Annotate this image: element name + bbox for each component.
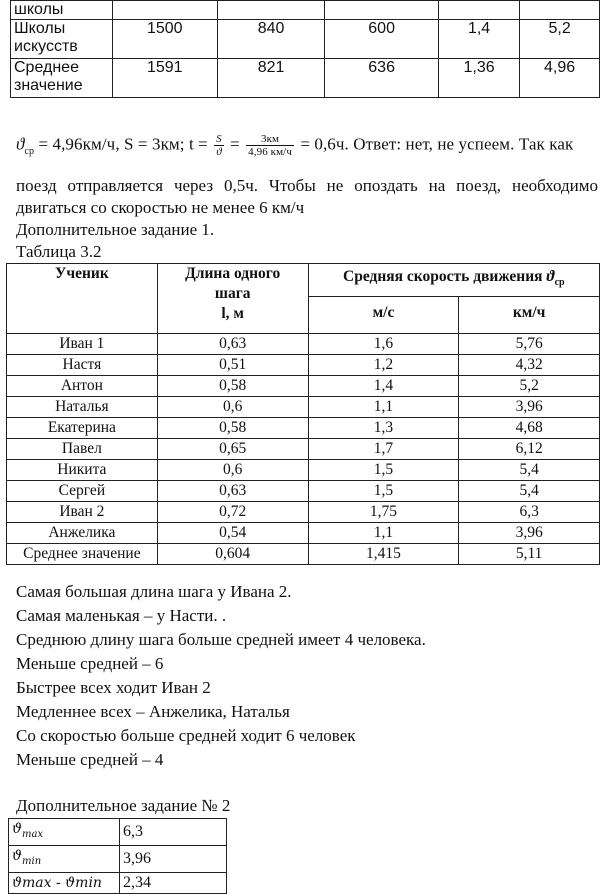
cell-student: Настя [7, 355, 158, 376]
cell-student: Среднее значение [7, 544, 158, 565]
conclusion-line: Меньше средней – 6 [16, 654, 164, 673]
extra-task-heading: Дополнительное задание № 2 [16, 796, 231, 815]
table-cell: 1,4 [438, 20, 519, 59]
table-row [7, 334, 600, 355]
cell-ms: 1,2 [308, 355, 459, 376]
table-cell [217, 1, 325, 20]
row-value: 3,96 [120, 845, 227, 872]
conclusion-line: Самая маленькая – у Насти. . [16, 606, 227, 625]
speed-subscript: ср [554, 277, 565, 289]
equals-sign: = [225, 134, 245, 154]
speed-symbol: ϑ [16, 134, 25, 154]
cell-kmh: 6,3 [459, 502, 600, 523]
table-row [7, 439, 600, 460]
cell-student: Иван 1 [7, 334, 158, 355]
header-student: Ученик [7, 264, 158, 334]
cell-student: Антон [7, 376, 158, 397]
row-value: 2,34 [120, 872, 227, 893]
cell-step: 0,54 [157, 523, 308, 544]
cell-step: 0,72 [157, 502, 308, 523]
cell-kmh: 5,11 [459, 544, 600, 565]
table-row [7, 418, 600, 439]
top-table [10, 0, 600, 98]
cell-ms: 1,5 [308, 460, 459, 481]
cell-ms: 1,6 [308, 334, 459, 355]
cell-student: Наталья [7, 397, 158, 418]
cell-student: Сергей [7, 481, 158, 502]
cell-student: Павел [7, 439, 158, 460]
cell-step: 0,65 [157, 439, 308, 460]
extra-task-heading: Дополнительное задание 1. [16, 220, 215, 239]
table-row [7, 544, 600, 565]
cell-ms: 1,1 [308, 397, 459, 418]
table-cell [112, 1, 217, 20]
cell-ms: 1,1 [308, 523, 459, 544]
table-row [11, 20, 600, 59]
cell-step: 0,604 [157, 544, 308, 565]
cell-kmh: 5,76 [459, 334, 600, 355]
cell-step: 0,51 [157, 355, 308, 376]
row-key-symbol: ϑ [12, 821, 23, 837]
formula-line [16, 133, 573, 158]
table-row [9, 845, 227, 872]
cell-ms: 1,7 [308, 439, 459, 460]
row-key-subscript: max [22, 828, 44, 840]
table-row [7, 376, 600, 397]
row-value: 6,3 [120, 819, 227, 846]
cell-kmh: 5,4 [459, 481, 600, 502]
conclusion-line: Медленнее всех – Анжелика, Наталья [16, 702, 290, 721]
table-row [7, 397, 600, 418]
table-cell: 1500 [112, 20, 217, 59]
table-row [7, 502, 600, 523]
header-step-label: Длина одного шага [185, 265, 281, 302]
row-key [9, 845, 120, 872]
header-speed-label: Средняя скорость движения [343, 268, 547, 285]
header-speed [308, 264, 599, 297]
cell-step: 0,63 [157, 481, 308, 502]
cell-kmh: 5,4 [459, 460, 600, 481]
cell-student: Екатерина [7, 418, 158, 439]
cell-kmh: 6,12 [459, 439, 600, 460]
speed-symbol: ϑ [546, 268, 555, 285]
table-row [7, 460, 600, 481]
speed-range-table [8, 818, 227, 894]
table-cell [438, 1, 519, 20]
table-cell: 5,2 [520, 20, 600, 59]
fraction-values [246, 133, 294, 158]
table-cell: 840 [217, 20, 325, 59]
cell-step: 0,63 [157, 334, 308, 355]
cell-kmh: 4,68 [459, 418, 600, 439]
fraction-denominator: 4,96 км/ч [248, 146, 292, 158]
row-key-symbol: ϑ [12, 847, 23, 864]
cell-ms: 1,415 [308, 544, 459, 565]
cell-step: 0,58 [157, 418, 308, 439]
table-caption: Таблица 3.2 [16, 242, 102, 261]
cell-ms: 1,5 [308, 481, 459, 502]
table-cell: 4,96 [520, 59, 600, 98]
cell-step: 0,58 [157, 376, 308, 397]
cell-student: Никита [7, 460, 158, 481]
paragraph-line: поезд отправляется через 0,5ч. Чтобы не опоздать на поезд, необходимо [16, 176, 598, 195]
formula-result: = 0,6ч. Ответ: нет, не успеем. Так как [295, 134, 574, 154]
header-step-unit: l, м [221, 305, 244, 322]
header-step [157, 264, 308, 334]
speed-subscript: ср [24, 145, 35, 157]
row-key [9, 872, 120, 893]
conclusion-line: Самая большая длина шага у Ивана 2. [16, 582, 292, 601]
fraction-s-over-v [214, 133, 224, 158]
conclusion-line: Быстрее всех ходит Иван 2 [16, 678, 211, 697]
conclusion-line: Среднюю длину шага больше средней имеет 4 человека. [16, 630, 426, 649]
table-row [11, 59, 600, 98]
fraction-denominator: ϑ [216, 146, 222, 158]
row-key-subscript: min [22, 855, 42, 867]
fraction-numerator: 3км [246, 133, 294, 146]
conclusion-line: Меньше средней – 4 [16, 750, 164, 769]
cell-ms: 1,75 [308, 502, 459, 523]
cell-ms: 1,4 [308, 376, 459, 397]
table-row [9, 872, 227, 893]
cell-kmh: 4,32 [459, 355, 600, 376]
row-label: Школы искусств [11, 20, 113, 59]
cell-kmh: 3,96 [459, 397, 600, 418]
cell-kmh: 5,2 [459, 376, 600, 397]
header-ms: м/с [308, 297, 459, 334]
cell-student: Иван 2 [7, 502, 158, 523]
table-cell [325, 1, 439, 20]
table-cell: 821 [217, 59, 325, 98]
table-cell: 600 [325, 20, 439, 59]
conclusion-line: Со скоростью больше средней ходит 6 человек [16, 726, 356, 745]
cell-step: 0,6 [157, 460, 308, 481]
table-row [7, 355, 600, 376]
table-cell: 636 [325, 59, 439, 98]
formula-values: = 4,96км/ч, S = 3км; t = [34, 134, 213, 154]
row-label: Среднее значение [11, 59, 113, 98]
table-row [7, 481, 600, 502]
table-cell [520, 1, 600, 20]
step-speed-table [6, 263, 600, 565]
cell-ms: 1,3 [308, 418, 459, 439]
header-kmh: км/ч [459, 297, 600, 334]
row-key-symbol: ϑmax - ϑmin [12, 874, 102, 891]
cell-student: Анжелика [7, 523, 158, 544]
row-key [9, 819, 120, 846]
table-row [11, 1, 600, 20]
table-row [9, 819, 227, 846]
paragraph-line: двигаться со скоростью не менее 6 км/ч [16, 198, 305, 217]
table-cell: 1,36 [438, 59, 519, 98]
table-row [7, 523, 600, 544]
cell-step: 0,6 [157, 397, 308, 418]
fraction-numerator: S [216, 133, 222, 145]
table-cell: 1591 [112, 59, 217, 98]
cell-kmh: 3,96 [459, 523, 600, 544]
table-header-row [7, 264, 600, 297]
row-label: школы [11, 1, 113, 20]
